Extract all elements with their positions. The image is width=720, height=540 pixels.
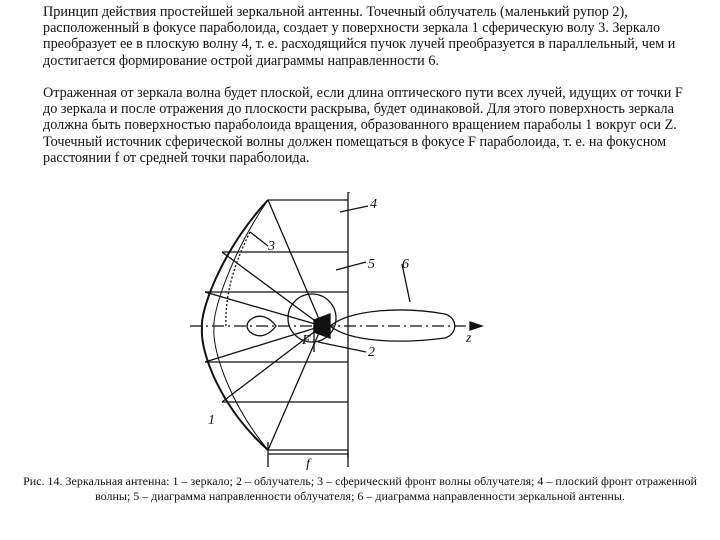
leader-3 [250, 232, 268, 246]
ray-mid-upper [205, 292, 322, 326]
feed-horn [314, 314, 330, 338]
label-3: 3 [268, 239, 275, 254]
leader-5 [336, 262, 366, 270]
label-focus: F [302, 333, 311, 348]
mirror-back [214, 200, 268, 450]
ray-top [268, 200, 322, 326]
z-axis-arrow [470, 322, 482, 330]
label-4: 4 [370, 197, 377, 212]
label-6: 6 [402, 257, 409, 272]
leader-2 [318, 342, 366, 352]
label-f: f [306, 457, 310, 470]
spherical-front-arc [226, 232, 250, 326]
antenna-figure [190, 192, 520, 470]
paragraph-reflection: Отраженная от зеркала волна будет плоской, если длина оптического пути всех лучей, идущих от точки F до зеркала и после отражения до плоскости раскрыва, будет одинаковой. Для этого поверхность зеркала должна быть поверхностью параболоида вращения, образованного вращением параболы 1 вокруг оси Z. Точечный источник сферической волны должен помещаться в фокусе F параболоида, т. е. на фокусном расстоянии f от средней точки параболоида. [43, 85, 683, 166]
label-5: 5 [368, 257, 375, 272]
label-2: 2 [368, 345, 375, 360]
figure-caption: Рис. 14. Зеркальная антенна: 1 – зеркало; 2 – облучатель; 3 – сферический фронт волны облучателя; 4 – плоский фронт отраженной волны; 5 – диаграмма направленности облучателя; 6 – диаграмма направленности зеркальной антенны. [23, 474, 697, 503]
leader-4 [340, 206, 368, 212]
paragraph-principle: Принцип действия простейшей зеркальной антенны. Точечный облучатель (маленький рупор 2), расположенный в фокусе параболоида, создает у поверхности зеркала 1 сферическую волу 3. Зеркало преобразует ее в плоскую волну 4, т. е. расходящийся пучок лучей преобразуется в параллельный, чем и достигается формирование острой диаграммы направленности 6. [43, 4, 676, 69]
label-z: z [466, 331, 472, 346]
label-1: 1 [208, 413, 215, 428]
